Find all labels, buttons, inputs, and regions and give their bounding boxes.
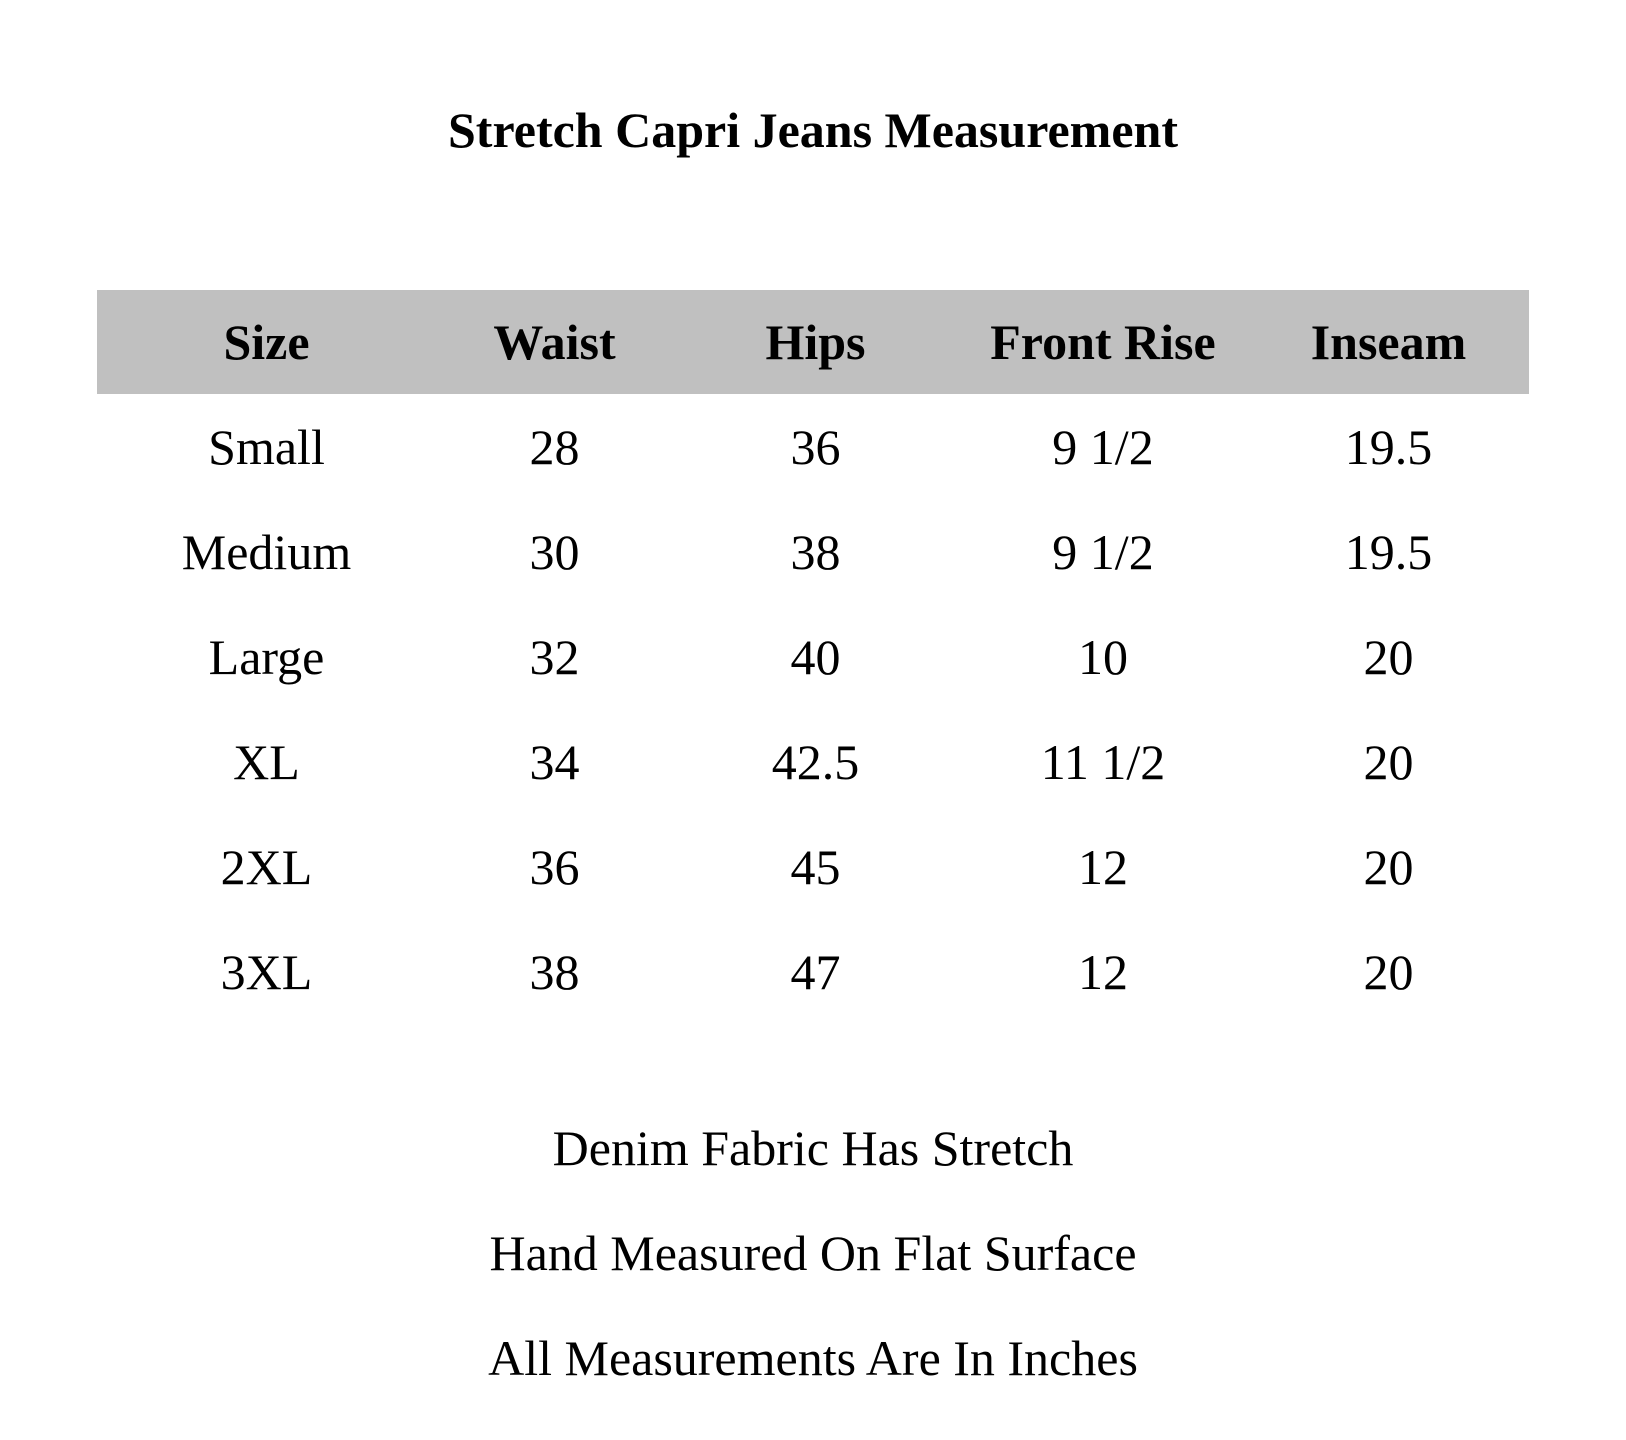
page-title: Stretch Capri Jeans Measurement [448, 102, 1178, 158]
cell-front-rise: 12 [1078, 943, 1128, 1000]
cell-hips: 38 [790, 523, 841, 580]
table-row [97, 919, 1529, 1024]
cell-size: Medium [181, 523, 352, 580]
cell-hips: 47 [790, 943, 841, 1000]
cell-inseam: 20 [1363, 838, 1414, 895]
note-hand-measured: Hand Measured On Flat Surface [489, 1225, 1137, 1281]
cell-inseam: 19.5 [1344, 418, 1433, 475]
size-chart-table [97, 290, 1529, 1024]
cell-size: 2XL [220, 838, 313, 895]
cell-hips: 45 [790, 838, 841, 895]
header-inseam: Inseam [1310, 314, 1467, 370]
cell-waist: 32 [529, 628, 580, 685]
note-fabric-stretch: Denim Fabric Has Stretch [552, 1120, 1074, 1176]
cell-size: Large [208, 628, 325, 685]
cell-waist: 30 [529, 523, 580, 580]
cell-size: XL [233, 733, 300, 790]
cell-inseam: 19.5 [1344, 523, 1433, 580]
cell-size: 3XL [220, 943, 313, 1000]
table-row [97, 394, 1529, 499]
cell-waist: 34 [529, 733, 580, 790]
cell-inseam: 20 [1363, 628, 1414, 685]
cell-hips: 40 [790, 628, 841, 685]
header-hips: Hips [765, 314, 866, 370]
header-waist: Waist [493, 314, 616, 370]
cell-waist: 38 [529, 943, 580, 1000]
header-size: Size [223, 314, 310, 370]
cell-front-rise: 9 1/2 [1052, 523, 1154, 580]
table-row [97, 709, 1529, 814]
table-row [97, 604, 1529, 709]
cell-front-rise: 12 [1078, 838, 1128, 895]
table-row [97, 814, 1529, 919]
cell-front-rise: 11 1/2 [1040, 733, 1166, 790]
cell-waist: 36 [529, 838, 580, 895]
table-row [97, 499, 1529, 604]
notes-section [0, 1096, 1626, 1411]
note-units-inches: All Measurements Are In Inches [488, 1330, 1138, 1386]
cell-inseam: 20 [1363, 943, 1414, 1000]
header-front-rise: Front Rise [990, 314, 1216, 370]
cell-waist: 28 [529, 418, 580, 475]
cell-hips: 42.5 [771, 733, 860, 790]
cell-inseam: 20 [1363, 733, 1414, 790]
cell-size: Small [208, 418, 325, 475]
cell-hips: 36 [790, 418, 841, 475]
cell-front-rise: 10 [1078, 628, 1128, 685]
table-header-row [97, 290, 1529, 394]
cell-front-rise: 9 1/2 [1052, 418, 1154, 475]
